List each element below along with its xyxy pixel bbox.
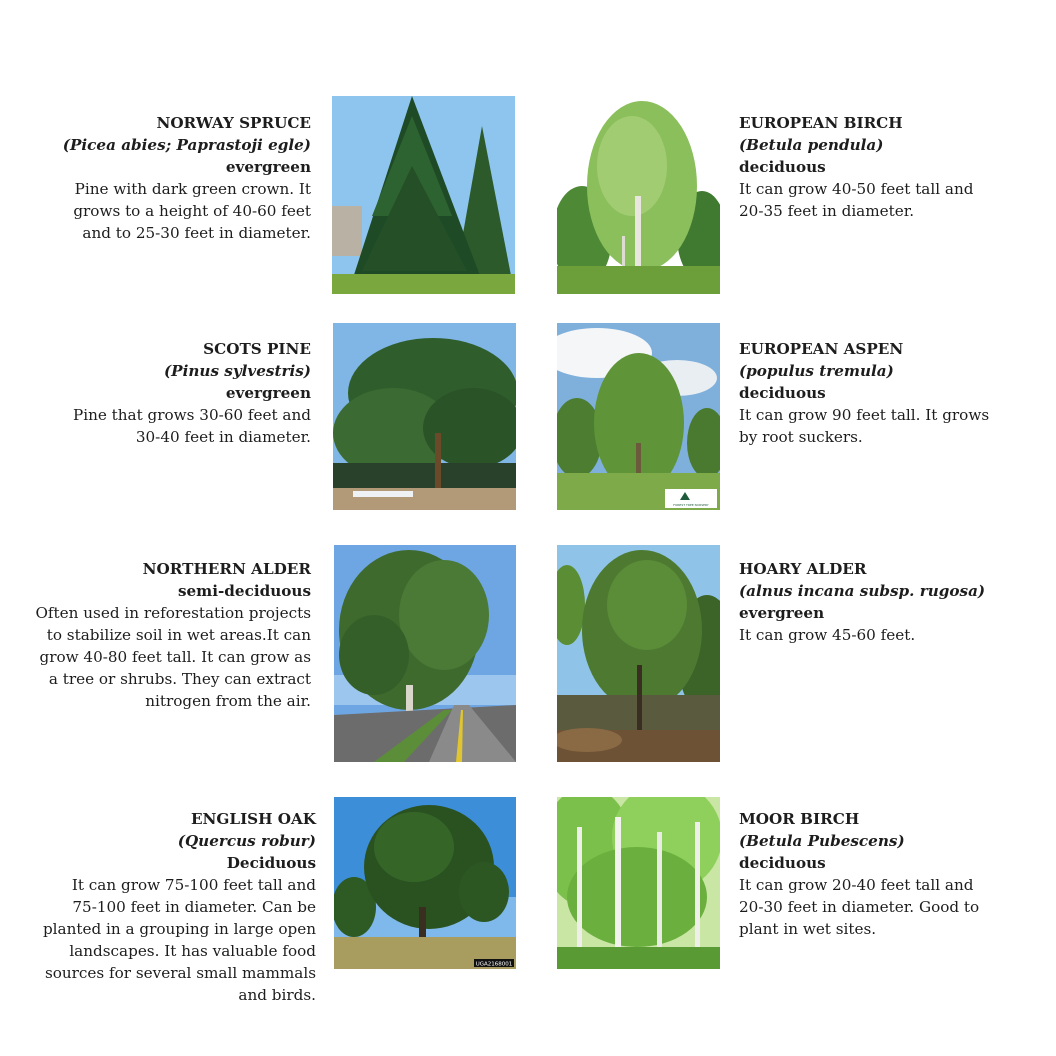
tree-description-line: to stabilize soil in wet areas.It can — [46, 626, 311, 644]
tree-scientific-name: (Betula pendula) — [739, 136, 884, 154]
tree-description-line: Often used in reforestation projects — [35, 604, 311, 622]
photo-european-aspen — [557, 323, 720, 510]
tree-description-line: plant in wet sites. — [739, 920, 877, 938]
tree-name: EUROPEAN BIRCH — [739, 114, 903, 132]
tree-description-line: 30-40 feet in diameter. — [135, 428, 311, 446]
tree-description-line: Pine that grows 30-60 feet and — [73, 406, 311, 424]
tree-description-line: landscapes. It has valuable food — [69, 942, 316, 960]
tree-description-line: grows to a height of 40-60 feet — [73, 202, 311, 220]
tree-name: MOOR BIRCH — [739, 810, 860, 828]
tree-entry-scots-pine — [73, 338, 311, 448]
tree-type: deciduous — [739, 384, 826, 402]
tree-scientific-name: (Pinus sylvestris) — [163, 362, 311, 380]
tree-scientific-name: (Betula Pubescens) — [739, 832, 905, 850]
tree-description-line: planted in a grouping in large open — [42, 920, 316, 938]
tree-description-line: It can grow 40-50 feet tall and — [739, 180, 974, 198]
tree-description-line: It can grow 90 feet tall. It grows — [739, 406, 990, 424]
photo-credit: UGA2168001 — [475, 961, 513, 968]
tree-entry-norway-spruce — [63, 112, 311, 244]
tree-name: NORWAY SPRUCE — [156, 114, 311, 132]
tree-type: evergreen — [225, 158, 311, 176]
photo-european-birch — [557, 96, 720, 294]
tree-type: Deciduous — [226, 854, 316, 872]
photo-norway-spruce — [332, 96, 515, 294]
tree-description-line: and to 25-30 feet in diameter. — [82, 224, 311, 242]
tree-description-line: 20-30 feet in diameter. Good to — [739, 898, 980, 916]
photo-scots-pine — [333, 323, 516, 510]
tree-scientific-name: (Picea abies; Paprastoji egle) — [62, 136, 311, 154]
photo-moor-birch — [557, 797, 720, 969]
tree-entry-moor-birch — [739, 808, 979, 940]
tree-description-line: It can grow 75-100 feet tall and — [71, 876, 316, 894]
photo-hoary-alder — [557, 545, 720, 762]
tree-name: HOARY ALDER — [739, 560, 867, 578]
tree-description-line: and birds. — [238, 986, 316, 1004]
tree-scientific-name: (Quercus robur) — [177, 832, 316, 850]
tree-description-line: It can grow 45-60 feet. — [739, 626, 916, 644]
tree-description-line: Pine with dark green crown. It — [74, 180, 311, 198]
tree-entry-english-oak — [43, 808, 316, 1006]
tree-description-line: a tree or shrubs. They can extract — [48, 670, 311, 688]
photo-northern-alder — [334, 545, 516, 762]
tree-type: evergreen — [225, 384, 311, 402]
tree-description-line: It can grow 20-40 feet tall and — [739, 876, 974, 894]
tree-description-line: nitrogen from the air. — [145, 692, 311, 710]
tree-name: NORTHERN ALDER — [142, 560, 311, 578]
nursery-logo-text: FOREST TREE NURSERY — [673, 503, 709, 507]
tree-name: EUROPEAN ASPEN — [739, 340, 904, 358]
tree-entry-northern-alder — [35, 558, 311, 712]
tree-entry-european-birch — [739, 112, 973, 222]
tree-type: deciduous — [739, 158, 826, 176]
tree-type: deciduous — [739, 854, 826, 872]
tree-scientific-name: (populus tremula) — [739, 362, 894, 380]
tree-name: ENGLISH OAK — [190, 810, 316, 828]
tree-description-line: sources for several small mammals — [44, 964, 316, 982]
tree-entry-european-aspen — [739, 338, 989, 448]
photo-english-oak — [334, 797, 516, 969]
tree-type: evergreen — [739, 604, 825, 622]
tree-entry-hoary-alder — [739, 558, 985, 646]
tree-description-line: 75-100 feet in diameter. Can be — [72, 898, 316, 916]
tree-description-line: 20-35 feet in diameter. — [739, 202, 915, 220]
tree-description-line: grow 40-80 feet tall. It can grow as — [39, 648, 311, 666]
tree-name: SCOTS PINE — [203, 340, 311, 358]
tree-description-line: by root suckers. — [739, 428, 863, 446]
tree-type: semi-deciduous — [177, 582, 311, 600]
tree-scientific-name: (alnus incana subsp. rugosa) — [739, 582, 986, 600]
